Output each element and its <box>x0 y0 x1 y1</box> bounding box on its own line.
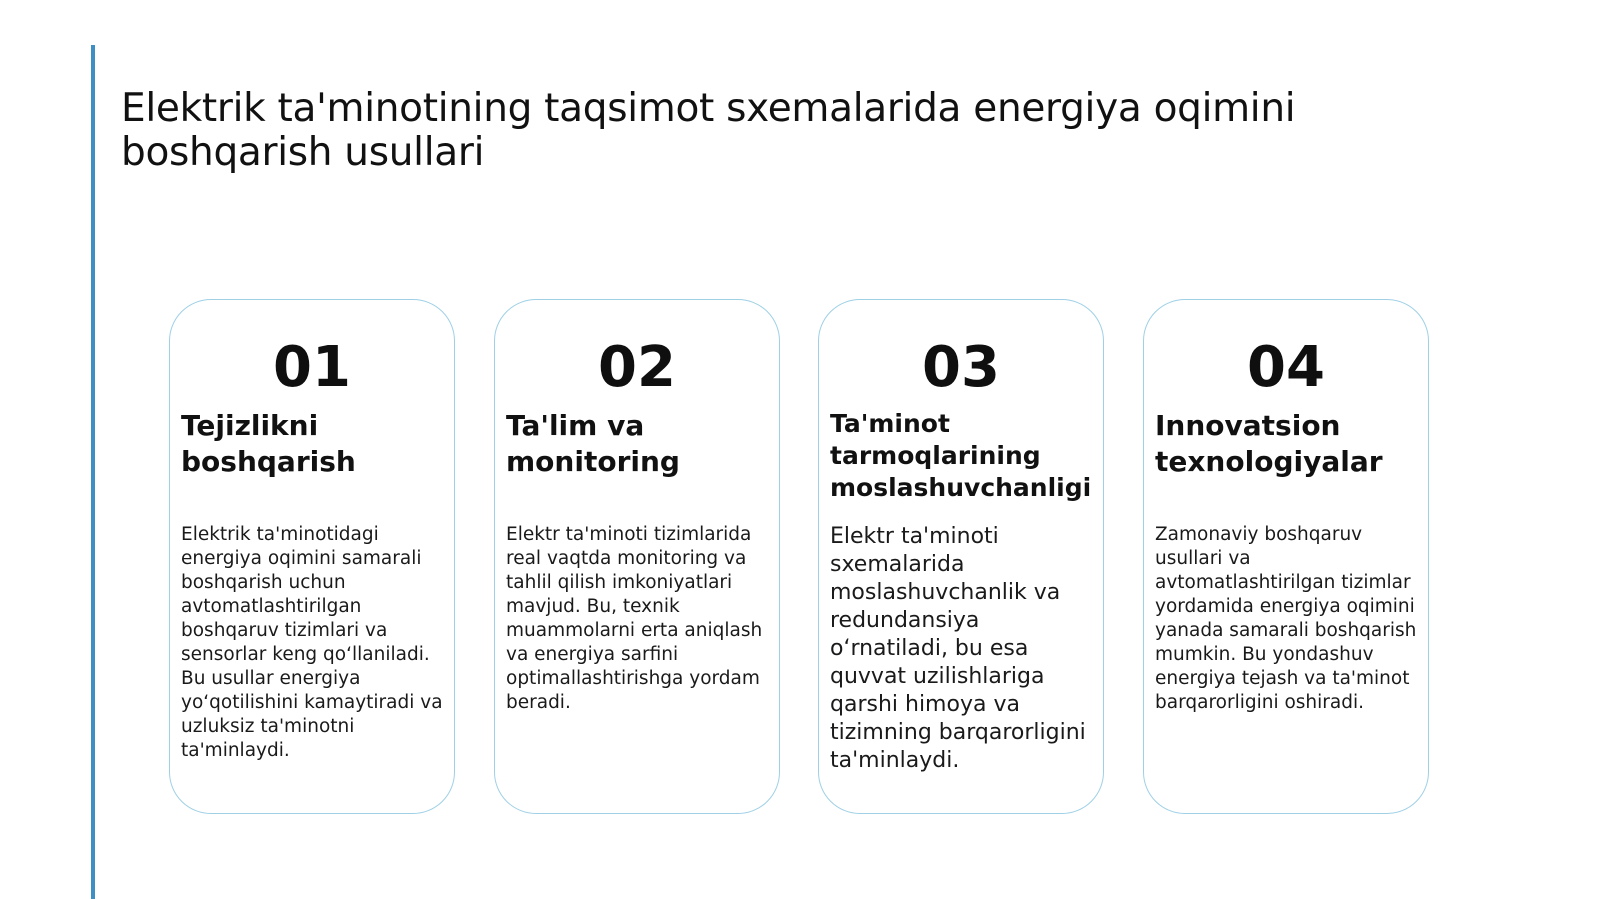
card-text: Elektrik ta'minotidagi energiya oqimini samarali boshqarish uchun avtomatlashtirilgan boshqaruv tizimlari va sensorlar keng qo‘llaniladi. Bu usullar energiya yo‘qotilishini kamaytiradi va uzluksiz ta'minotni ta'minlaydi. <box>181 524 443 761</box>
card-number: 01 <box>273 335 351 400</box>
card-number: 02 <box>598 335 676 400</box>
slide-title: Elektrik ta'minotining taqsimot sxemalarida energiya oqimini boshqarish usullari <box>121 86 1296 175</box>
card-heading: Ta'lim va monitoring <box>506 409 680 478</box>
card-2 <box>494 299 780 814</box>
card-number: 04 <box>1247 335 1325 400</box>
card-text: Elektr ta'minoti tizimlarida real vaqtda monitoring va tahlil qilish imkoniyatlari mavjud. Bu, texnik muammolarni erta aniqlash va energiya sarfini optimallashtirishga yordam beradi. <box>506 524 763 713</box>
card-text: Elektr ta'minoti sxemalarida moslashuvchanlik va redundansiya o‘rnatiladi, bu esa quvvat uzilishlariga qarshi himoya va tizimning barqarorligini ta'minlaydi. <box>830 524 1086 773</box>
card-text: Zamonaviy boshqaruv usullari va avtomatlashtirilgan tizimlar yordamida energiya oqimini yanada samarali boshqarish mumkin. Bu yondashuv energiya tejash va ta'minot barqarorligini oshiradi. <box>1155 524 1417 713</box>
card-number: 03 <box>922 335 1000 400</box>
card-heading: Ta'minot tarmoqlarining moslashuvchanligi <box>830 409 1092 502</box>
card-3 <box>818 299 1104 814</box>
accent-bar <box>91 45 95 899</box>
card-heading: Innovatsion texnologiyalar <box>1155 409 1383 478</box>
card-heading: Tejizlikni boshqarish <box>181 409 356 478</box>
card-4 <box>1143 299 1429 814</box>
card-1 <box>169 299 455 814</box>
